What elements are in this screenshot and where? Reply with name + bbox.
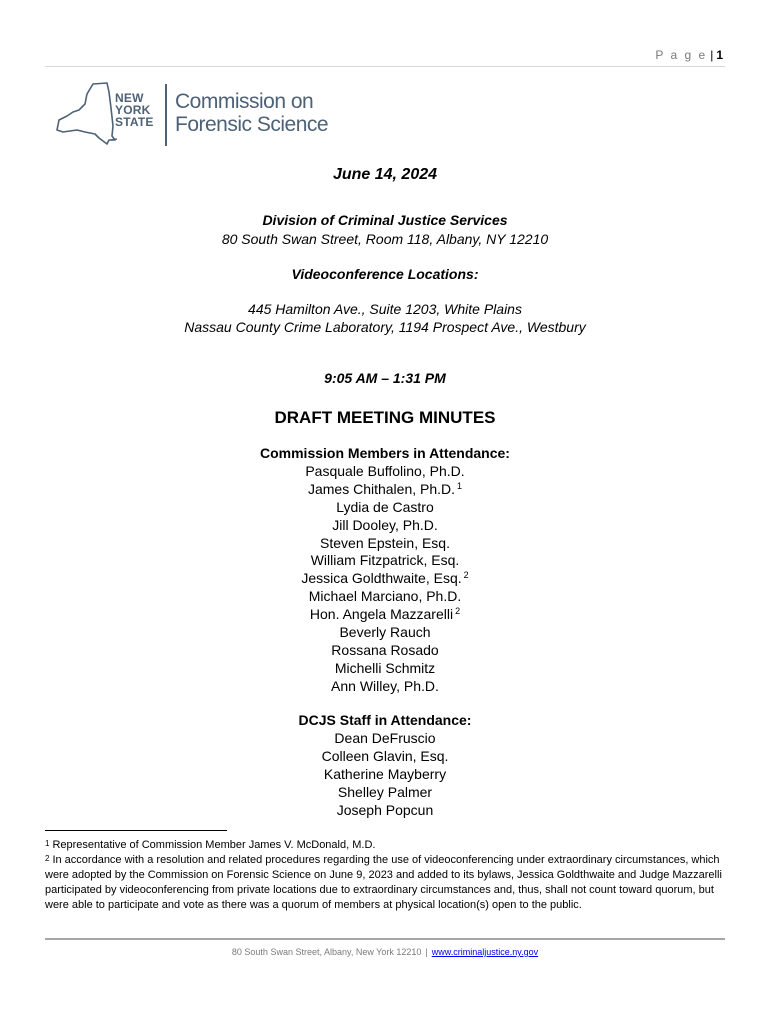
page-label: P a g e	[655, 48, 708, 62]
footnote-ref: 2	[463, 570, 469, 581]
member-name: Rossana Rosado	[331, 641, 439, 658]
footer-address: 80 South Swan Street, Albany, New York 12210	[231, 947, 422, 957]
page-footer	[0, 947, 770, 957]
division-address: 80 South Swan Street, Room 118, Albany, NY 12210	[221, 231, 549, 247]
division-name: Division of Criminal Justice Services	[262, 212, 508, 228]
member-name: William Fitzpatrick, Esq.	[310, 552, 460, 569]
member-name: Steven Epstein, Esq.	[320, 534, 450, 551]
staff-name: Katherine Mayberry	[323, 765, 447, 782]
website-link[interactable]: www.criminaljustice.ny.gov	[431, 947, 539, 957]
member-name: Beverly Rauch	[339, 624, 431, 641]
member-name: Jessica Goldthwaite, Esq. $^2$	[301, 570, 469, 587]
members-list	[0, 445, 770, 696]
member-name: Hon. Angela Mazzarelli $^2$	[309, 606, 461, 623]
new-york-state-map-icon	[55, 82, 117, 148]
staff-list	[0, 712, 770, 819]
new-york-state-wordmark: NEW YORK STATE	[115, 91, 154, 129]
footer-divider	[45, 938, 725, 940]
footnote: $^1$ Representative of Commission Member James V. McDonald, M.D.	[45, 839, 376, 851]
staff-heading: DCJS Staff in Attendance:	[298, 712, 472, 728]
videoconference-heading: Videoconference Locations:	[291, 266, 479, 282]
footnote-ref: 2	[455, 606, 461, 617]
videoconference-location: Nassau County Crime Laboratory, 1194 Prospect Ave., Westbury	[184, 319, 586, 335]
members-heading: Commission Members in Attendance:	[260, 445, 510, 461]
staff-name: Joseph Popcun	[336, 801, 434, 818]
member-name: Lydia de Castro	[336, 498, 434, 515]
member-name: Ann Willey, Ph.D.	[331, 677, 439, 694]
meeting-time: 9:05 AM – 1:31 PM	[324, 370, 446, 386]
staff-name: Colleen Glavin, Esq.	[321, 747, 449, 764]
logo-title: Commission on Forensic Science	[175, 90, 329, 136]
logo-divider	[165, 84, 167, 146]
logo	[55, 80, 355, 150]
document-title: DRAFT MEETING MINUTES	[274, 408, 496, 427]
meeting-date: June 14, 2024	[332, 166, 438, 183]
member-name: Jill Dooley, Ph.D.	[332, 516, 438, 533]
page-number: P a g e | 1	[655, 48, 723, 62]
staff-name: Shelley Palmer	[337, 783, 433, 800]
member-name: Pasquale Buffolino, Ph.D.	[305, 462, 465, 479]
member-name: James Chithalen, Ph.D. $^1$	[307, 480, 463, 497]
footer-separator: |	[425, 947, 428, 957]
page-number-value: 1	[716, 48, 723, 62]
footnotes	[45, 838, 725, 913]
videoconference-location: 445 Hamilton Ave., Suite 1203, White Plains	[248, 301, 522, 317]
footnote-ref: 1	[457, 480, 463, 491]
staff-name: Dean DeFruscio	[334, 729, 436, 746]
member-name: Michelli Schmitz	[334, 659, 436, 676]
header-divider	[45, 66, 725, 67]
member-name: Michael Marciano, Ph.D.	[308, 588, 462, 605]
footnote-divider	[45, 830, 227, 831]
footnote: $^2$ In accordance with a resolution and related procedures regarding the use of videoconferencing under extraordinary circumstances, which were adopted by the Commission on Forensic Science on June 9, 2023 and added to its bylaws, Jessica Goldthwaite and Judge Mazzarelli participated by videoconferencing from private locations due to extraordinary circumstances and, thus, shall not count toward quorum, but were able to participate and vote as there was a quorum of members at physical location(s) open to the public.	[45, 854, 722, 911]
